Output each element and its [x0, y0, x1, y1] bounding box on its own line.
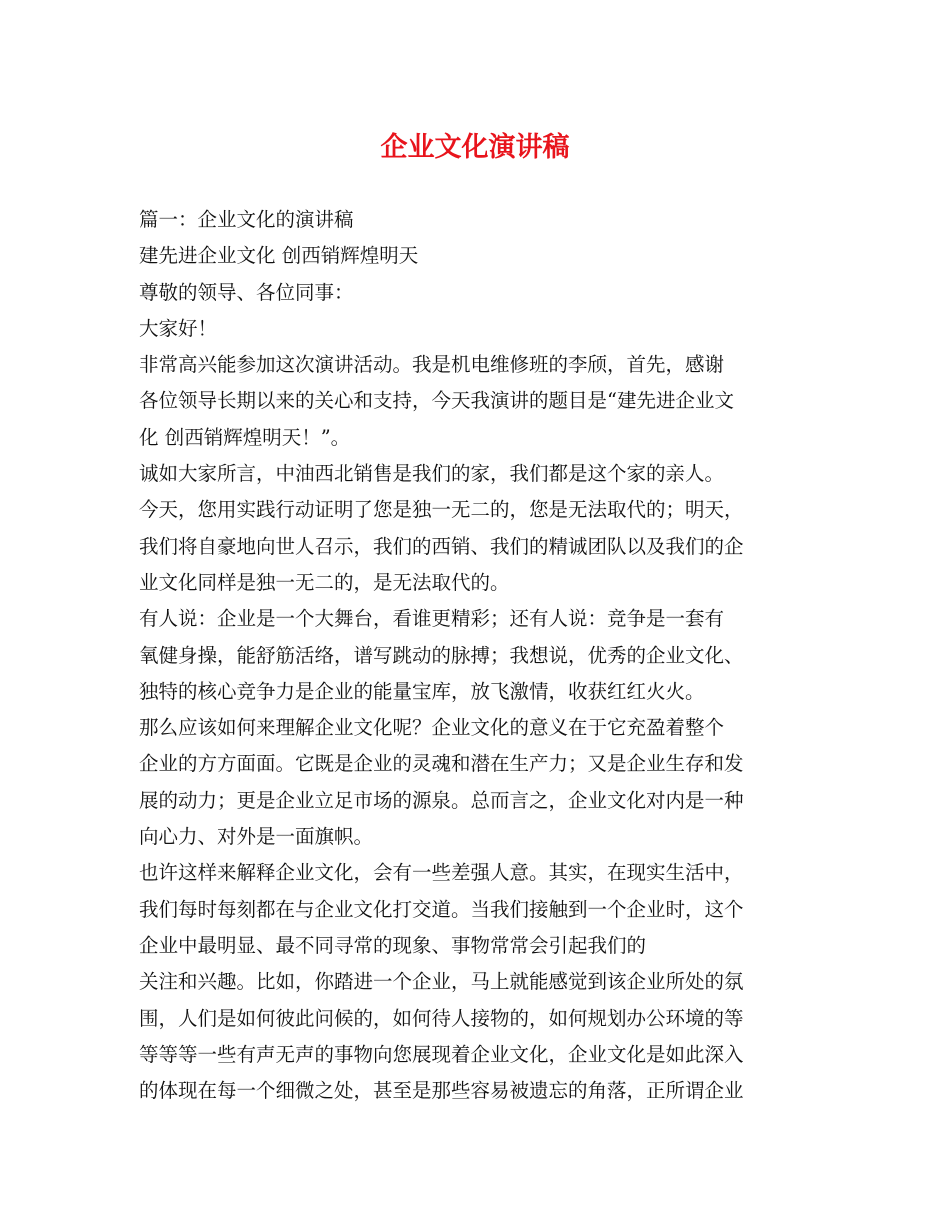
- body-line: 化 创西销辉煌明天！”。: [139, 425, 351, 449]
- body-line: 业文化同样是独一无二的，是无法取代的。: [139, 570, 510, 594]
- body-line: 我们将自豪地向世人召示，我们的西销、我们的精诚团队以及我们的企: [139, 534, 744, 558]
- body-line: 向心力、对外是一面旗帜。: [139, 825, 374, 849]
- body-line: 各位领导长期以来的关心和支持，今天我演讲的题目是“建先进企业文: [139, 389, 734, 413]
- document-body: [139, 202, 819, 1109]
- body-line: 非常高兴能参加这次演讲活动。我是机电维修班的李颀，首先，感谢: [139, 353, 725, 377]
- body-line: 建先进企业文化 创西销辉煌明天: [139, 244, 419, 268]
- body-line: 企业的方方面面。它既是企业的灵魂和潜在生产力；又是企业生存和发: [139, 752, 744, 776]
- body-line: 篇一：企业文化的演讲稿: [139, 208, 354, 231]
- body-line: 大家好！: [139, 316, 218, 340]
- body-line: 等等等一些有声无声的事物向您展现着企业文化，企业文化是如此深入: [139, 1042, 744, 1066]
- body-line: 有人说：企业是一个大舞台，看谁更精彩；还有人说：竞争是一套有: [139, 607, 725, 631]
- body-line: 我们每时每刻都在与企业文化打交道。当我们接触到一个企业时，这个: [139, 897, 744, 921]
- body-line: 那么应该如何来理解企业文化呢？企业文化的意义在于它充盈着整个: [139, 716, 725, 740]
- body-line: 围，人们是如何彼此问候的，如何待人接物的，如何规划办公环境的等: [139, 1006, 744, 1030]
- document-title: 企业文化演讲稿: [380, 132, 570, 163]
- body-line: 今天，您用实践行动证明了您是独一无二的，您是无法取代的；明天，: [139, 498, 744, 522]
- body-line: 独特的核心竞争力是企业的能量宝库，放飞激情，收获红红火火。: [139, 679, 705, 703]
- body-line: 企业中最明显、最不同寻常的现象、事物常常会引起我们的: [139, 933, 647, 957]
- body-line: 氧健身操，能舒筋活络，谱写跳动的脉搏；我想说，优秀的企业文化、: [139, 643, 744, 667]
- body-line: 也许这样来解释企业文化，会有一些差强人意。其实，在现实生活中，: [139, 861, 744, 885]
- body-line: 展的动力；更是企业立足市场的源泉。总而言之，企业文化对内是一种: [139, 788, 744, 812]
- body-line: 尊敬的领导、各位同事：: [139, 280, 354, 304]
- body-line: 诚如大家所言，中油西北销售是我们的家，我们都是这个家的亲人。: [139, 462, 725, 486]
- body-line: 关注和兴趣。比如，你踏进一个企业，马上就能感觉到该企业所处的氛: [139, 970, 744, 994]
- body-line: 的体现在每一个细微之处，甚至是那些容易被遗忘的角落，正所谓企业: [139, 1079, 744, 1103]
